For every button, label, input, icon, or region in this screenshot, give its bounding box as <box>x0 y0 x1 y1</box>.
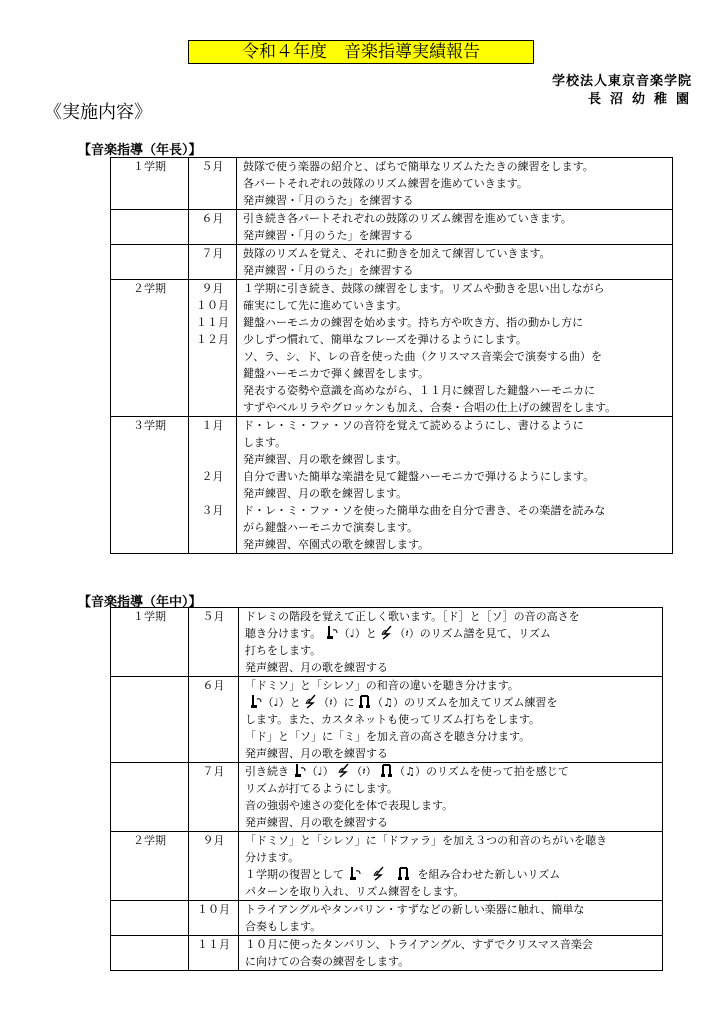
nencho-heading: 【音楽指導（年長）】 <box>78 143 202 158</box>
nenchu-heading: 【音楽指導（年中）】 <box>78 595 202 610</box>
term-cell <box>111 901 189 936</box>
term-cell <box>111 210 189 245</box>
month-cell: ５月 <box>189 158 237 210</box>
table-row <box>111 901 663 936</box>
nenchu-table <box>110 607 663 971</box>
content-cell: 引き続き （♩） （𝄽） （♫）のリズムを使って拍を感じて リズムが打てるようにします。 音の強弱や速さの変化を体で表現します。 発声練習、月の歌を練習する <box>239 763 663 832</box>
month-cell: １１月 <box>189 936 239 971</box>
rest-rhythm-icon <box>380 625 394 640</box>
content-cell: トライアングルやタンバリン・すずなどの新しい楽器に触れ、簡単な 合奏もします。 <box>239 901 663 936</box>
rest-rhythm-icon <box>337 763 351 778</box>
month-cell: １月 ２月 ３月 <box>189 417 237 554</box>
table-row <box>111 245 673 280</box>
table-row <box>111 417 673 554</box>
quarter-note-rhythm-icon <box>325 625 339 640</box>
term-cell: ３学期 <box>111 417 189 554</box>
table-row <box>111 677 663 763</box>
table-row <box>111 210 673 245</box>
term-cell: １学期 <box>111 608 189 677</box>
quarter-note-rhythm-icon <box>249 694 263 709</box>
term-cell <box>111 677 189 763</box>
content-cell: 引き続き各パートそれぞれの鼓隊のリズム練習を進めていきます。 発声練習・「月のうた」を練習する <box>237 210 673 245</box>
month-cell: ７月 <box>189 763 239 832</box>
content-cell: 鼓隊で使う楽器の紹介と、ばちで簡単なリズムたたきの練習をします。 各パートそれぞれの鼓隊のリズム練習を進めていきます。 発声練習・「月のうた」を練習する <box>237 158 673 210</box>
term-cell <box>111 245 189 280</box>
content-cell: ドレミの階段を覚えて正しく歌います。［ド］と［ソ］の音の高さを 聴き分けます。 （♩）と （𝄽）のリズム譜を見て、リズム 打ちをします。 発声練習、月の歌を練習する <box>239 608 663 677</box>
eighth-notes-rhythm-icon <box>380 763 394 778</box>
month-cell: ６月 <box>189 210 237 245</box>
content-cell: 鼓隊のリズムを覚え、それに動きを加えて練習していきます。 発声練習・「月のうた」を練習する <box>237 245 673 280</box>
organization-name: 学校法人東京音楽学院 <box>551 74 692 89</box>
month-cell: ５月 <box>189 608 239 677</box>
rest-rhythm-icon <box>304 694 318 709</box>
term-cell <box>111 763 189 832</box>
term-cell <box>111 936 189 971</box>
month-cell: １０月 <box>189 901 239 936</box>
term-cell: ２学期 <box>111 832 189 901</box>
section-heading: 《実施内容》 <box>44 102 152 123</box>
quarter-note-rhythm-icon <box>293 763 307 778</box>
table-row <box>111 763 663 832</box>
month-cell: ６月 <box>189 677 239 763</box>
table-row <box>111 158 673 210</box>
kindergarten-name: 長沼幼稚園 <box>587 92 698 107</box>
content-cell: 「ドミソ」と「シレソ」に「ドファラ」を加え３つの和音のちがいを聴き 分けます。 １学期の復習として を組み合わせた新しいリズム パターンを取り入れ、リズム練習をします。 <box>239 832 663 901</box>
month-cell: ９月 <box>189 832 239 901</box>
content-cell: ド・レ・ミ・ファ・ソの音符を覚えて読めるようにし、書けるように します。 発声練習、月の歌を練習します。 自分で書いた簡単な楽譜を見て鍵盤ハーモニカで弾けるようにします。 発声練習、月の歌を練習します。 ド・レ・ミ・ファ・ソを使った簡単な曲を自分で書き、その楽譜を読みな がら鍵盤ハーモニカで演奏します。 発声練習、卒園式の歌を練習します。 <box>237 417 673 554</box>
table-row <box>111 832 663 901</box>
table-row <box>111 280 673 417</box>
month-cell: ９月 １０月 １１月 １２月 <box>189 280 237 417</box>
rest-rhythm-icon <box>372 866 386 881</box>
table-row <box>111 936 663 971</box>
table-row <box>111 608 663 677</box>
term-cell: ２学期 <box>111 280 189 417</box>
term-cell: １学期 <box>111 158 189 210</box>
content-cell: 「ドミソ」と「シレソ」の和音の違いを聴き分けます。 （♩）と （𝄽）に （♫）のリズムを加えてリズム練習を します。また、カスタネットも使ってリズム打ちをします。 「ド」と「ソ」に「ミ」を加え音の高さを聴き分けます。 発声練習、月の歌を練習する <box>239 677 663 763</box>
report-title: 令和４年度 音楽指導実績報告 <box>188 40 534 64</box>
eighth-notes-rhythm-icon <box>397 866 411 881</box>
content-cell: １０月に使ったタンバリン、トライアングル、すずでクリスマス音楽会 に向けての合奏の練習をします。 <box>239 936 663 971</box>
quarter-note-rhythm-icon <box>348 866 362 881</box>
month-cell: ７月 <box>189 245 237 280</box>
content-cell: １学期に引き続き、鼓隊の練習をします。リズムや動きを思い出しながら 確実にして先に進めていきます。 鍵盤ハーモニカの練習を始めます。持ち方や吹き方、指の動かし方に 少しずつ慣れて、簡単なフレーズを弾けるようにします。 ソ、ラ、シ、ド、レの音を使った曲（クリスマス音楽会で演奏する曲）を 鍵盤ハーモニカで弾く練習をします。 発表する姿勢や意識を高めながら、１１月に練習した鍵盤ハーモニカに すずやベルリラやグロッケンも加え、合奏・合唱の仕上げの練習をします。 <box>237 280 673 417</box>
eighth-notes-rhythm-icon <box>358 694 372 709</box>
nencho-table <box>110 157 673 554</box>
